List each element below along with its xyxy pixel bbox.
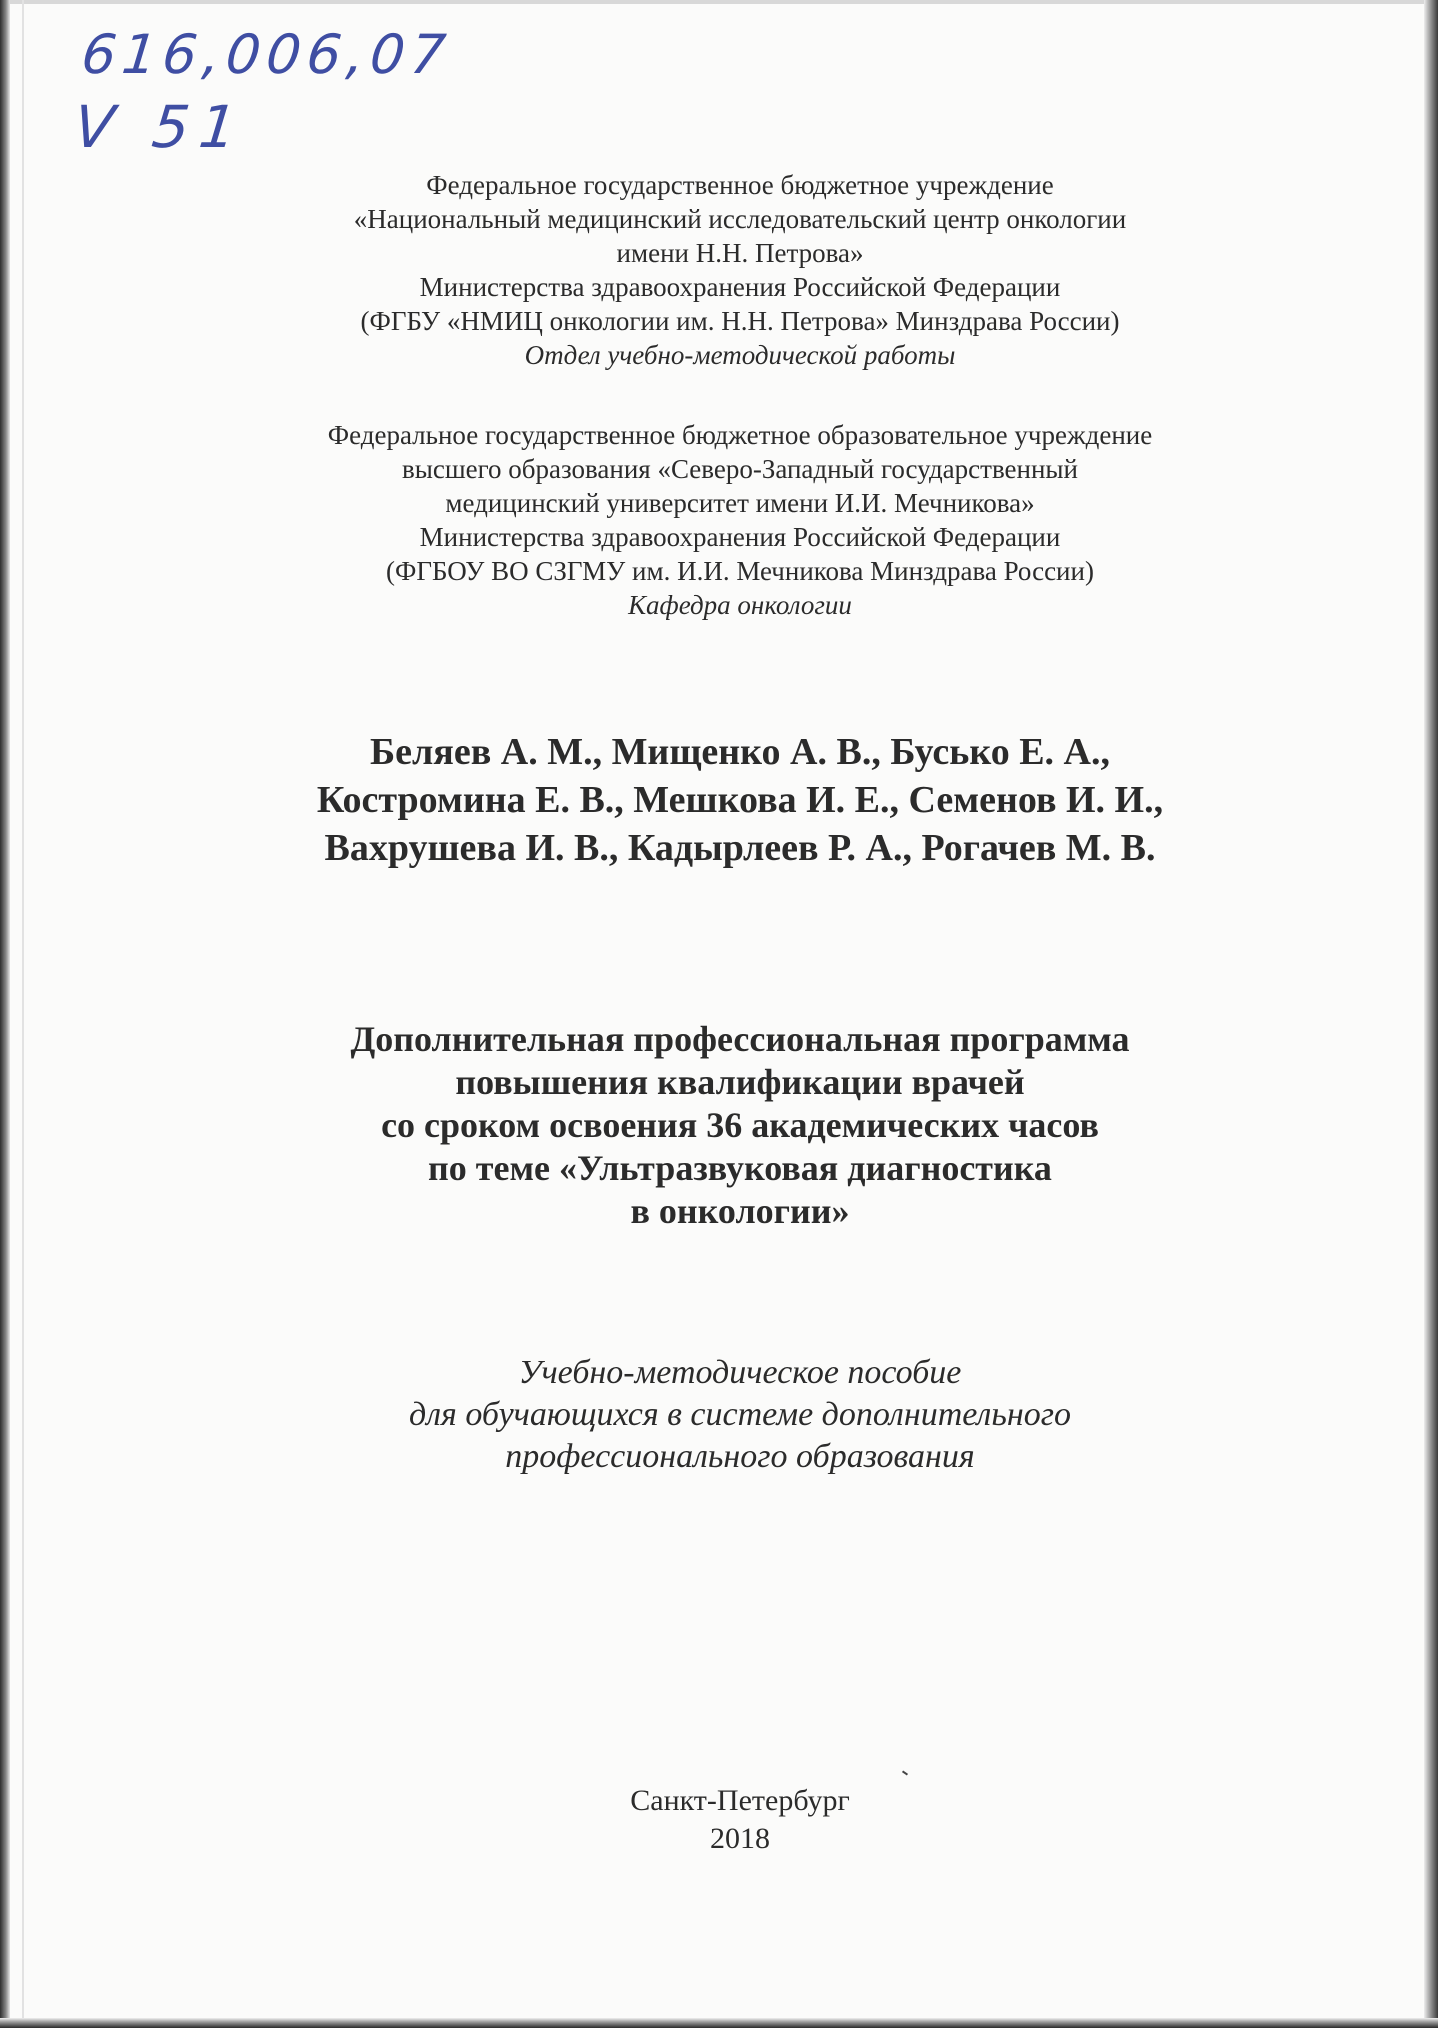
institution-2-department: Кафедра онкологии xyxy=(628,590,852,620)
institution-1-line: Федеральное государственное бюджетное учреждение xyxy=(426,170,1054,200)
scan-speck xyxy=(902,1770,908,1775)
document-subtitle xyxy=(0,1352,1438,1478)
authors-line: Беляев А. М., Мищенко А. В., Бусько Е. А., xyxy=(370,731,1110,773)
call-number-line-2: V 51 xyxy=(70,93,250,161)
title-line: повышения квалификации врачей xyxy=(455,1062,1025,1102)
institution-2 xyxy=(0,418,1438,622)
title-line: Дополнительная профессиональная программа xyxy=(350,1019,1130,1059)
subtitle-line: профессионального образования xyxy=(505,1438,975,1475)
call-number-line-1: 616,006,07 xyxy=(78,23,455,86)
institution-1 xyxy=(0,168,1438,372)
institution-1-line: Министерства здравоохранения Российской Федерации xyxy=(419,272,1061,302)
authors xyxy=(0,728,1438,872)
institution-2-line: Министерства здравоохранения Российской Федерации xyxy=(419,522,1061,552)
institution-2-line: Федеральное государственное бюджетное образовательное учреждение xyxy=(327,420,1153,450)
document-title xyxy=(0,1018,1438,1233)
subtitle-line: Учебно-методическое пособие xyxy=(518,1354,962,1391)
imprint-city: Санкт-Петербург xyxy=(630,1784,850,1817)
institution-1-line: имени Н.Н. Петрова» xyxy=(616,238,864,268)
authors-line: Вахрушева И. В., Кадырлеев Р. А., Рогачев М. В. xyxy=(324,827,1156,869)
institution-1-department: Отдел учебно-методической работы xyxy=(524,340,956,370)
institution-1-line: «Национальный медицинский исследовательский центр онкологии xyxy=(353,204,1127,234)
authors-line: Костромина Е. В., Мешкова И. Е., Семенов И. И., xyxy=(316,779,1164,821)
institution-2-line: (ФГБОУ ВО СЗГМУ им. И.И. Мечникова Минздрава России) xyxy=(386,556,1094,586)
institution-2-line: высшего образования «Северо-Западный государственный xyxy=(401,454,1079,484)
imprint-year: 2018 xyxy=(710,1822,770,1855)
title-line: в онкологии» xyxy=(630,1191,850,1231)
institution-2-line: медицинский университет имени И.И. Мечникова» xyxy=(445,488,1035,518)
title-line: по теме «Ультразвуковая диагностика xyxy=(428,1148,1052,1188)
imprint xyxy=(0,1782,1438,1858)
subtitle-line: для обучающихся в системе дополнительного xyxy=(409,1396,1071,1433)
institution-1-line: (ФГБУ «НМИЦ онкологии им. Н.Н. Петрова» Минздрава России) xyxy=(360,306,1120,336)
title-line: со сроком освоения 36 академических часов xyxy=(381,1105,1099,1145)
